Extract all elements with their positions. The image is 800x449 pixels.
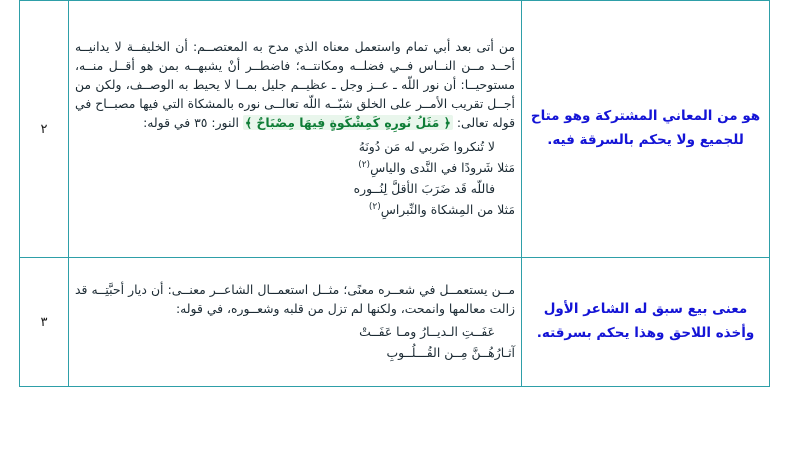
row-number: ٣	[40, 314, 48, 330]
body-paragraph	[75, 37, 515, 133]
poem-line: فاللّه قَد ضَرَبَ الأقلَّ لِنُــوره	[353, 181, 495, 197]
row-note-cell	[522, 1, 770, 258]
body-paragraph-text: مــن يستعمــل في شعــره معنًى؛ مثــل استعمــال الشاعــر معنــى: أن ديار أحبَّتِــه قد زالت معالمها وانمحت، ولكنها لم تزل من قلبه وشعــوره، في قوله:	[75, 281, 515, 316]
body-paragraph-text: من أتى بعد أبي تمام واستعمل معناه الذي مدح به المعتصــم: أن الخليفــة لا يدانيــه أحــد مــن النــاس فــي فضلــه ومكانتــه؛ فاضطــر أنْ يشبهــه بمن هو أقــل منــه، مستوحيــا: أن نور اللّه ـ عــز وجل ـ عظيــم جليل بمــا لا يحيط به الوصــف، ولكن من أجــل تقريب الأمــر على الخلق شبّــه اللّه تعالــى نوره بالمشكاة التي فيها مصبــاح في قوله تعالى:	[75, 38, 515, 131]
quran-quote: ﴿ مَثَلُ نُورِهِ كَمِشْكَوةٍ فِيهَا مِصْبَاحٌ ﴾	[244, 115, 451, 131]
row-body-cell	[69, 1, 522, 258]
poem-line	[75, 158, 515, 177]
poem-line-text: مَثلا شَرودًا في النَّدى والياسِ	[370, 159, 515, 175]
row-body-cell	[69, 258, 522, 387]
poem-line	[75, 200, 515, 219]
poem-block	[75, 322, 515, 362]
poem-line: آثـارُهُــنَّ مِــن القُـــلُــوبِ	[386, 345, 515, 361]
poem-block	[75, 137, 515, 220]
table-body	[20, 1, 770, 387]
row-number-cell	[20, 258, 69, 387]
row-number-cell	[20, 1, 69, 258]
content-table	[19, 0, 770, 387]
after-reference-text: في قوله:	[143, 115, 191, 131]
poem-line: عَفَــتِ الـديــارُ ومـا عَفَــتْ	[359, 324, 495, 339]
poem-line: لا تُنكروا ضَربي له مَن دُونَهُ	[358, 138, 495, 154]
row-note-cell	[522, 258, 770, 387]
footnote-marker: (٢)	[358, 159, 371, 170]
table-row	[20, 1, 770, 258]
footnote-marker: (٢)	[368, 202, 381, 213]
body-paragraph	[75, 280, 515, 318]
poem-line-text: مَثلا من المِشكاة والنِّبراسِ	[380, 202, 515, 218]
row-note-text: هو من المعاني المشتركة وهو متاح للجميع ولا يحكم بالسرقة فيه.	[530, 108, 761, 148]
row-note-text: معنى بيع سبق له الشاعر الأول وأخذه اللاحق وهذا يحكم بسرقته.	[536, 301, 755, 341]
row-number: ٢	[40, 121, 48, 137]
table-row	[20, 258, 770, 387]
verse-reference: النور: ٣٥	[194, 115, 239, 131]
